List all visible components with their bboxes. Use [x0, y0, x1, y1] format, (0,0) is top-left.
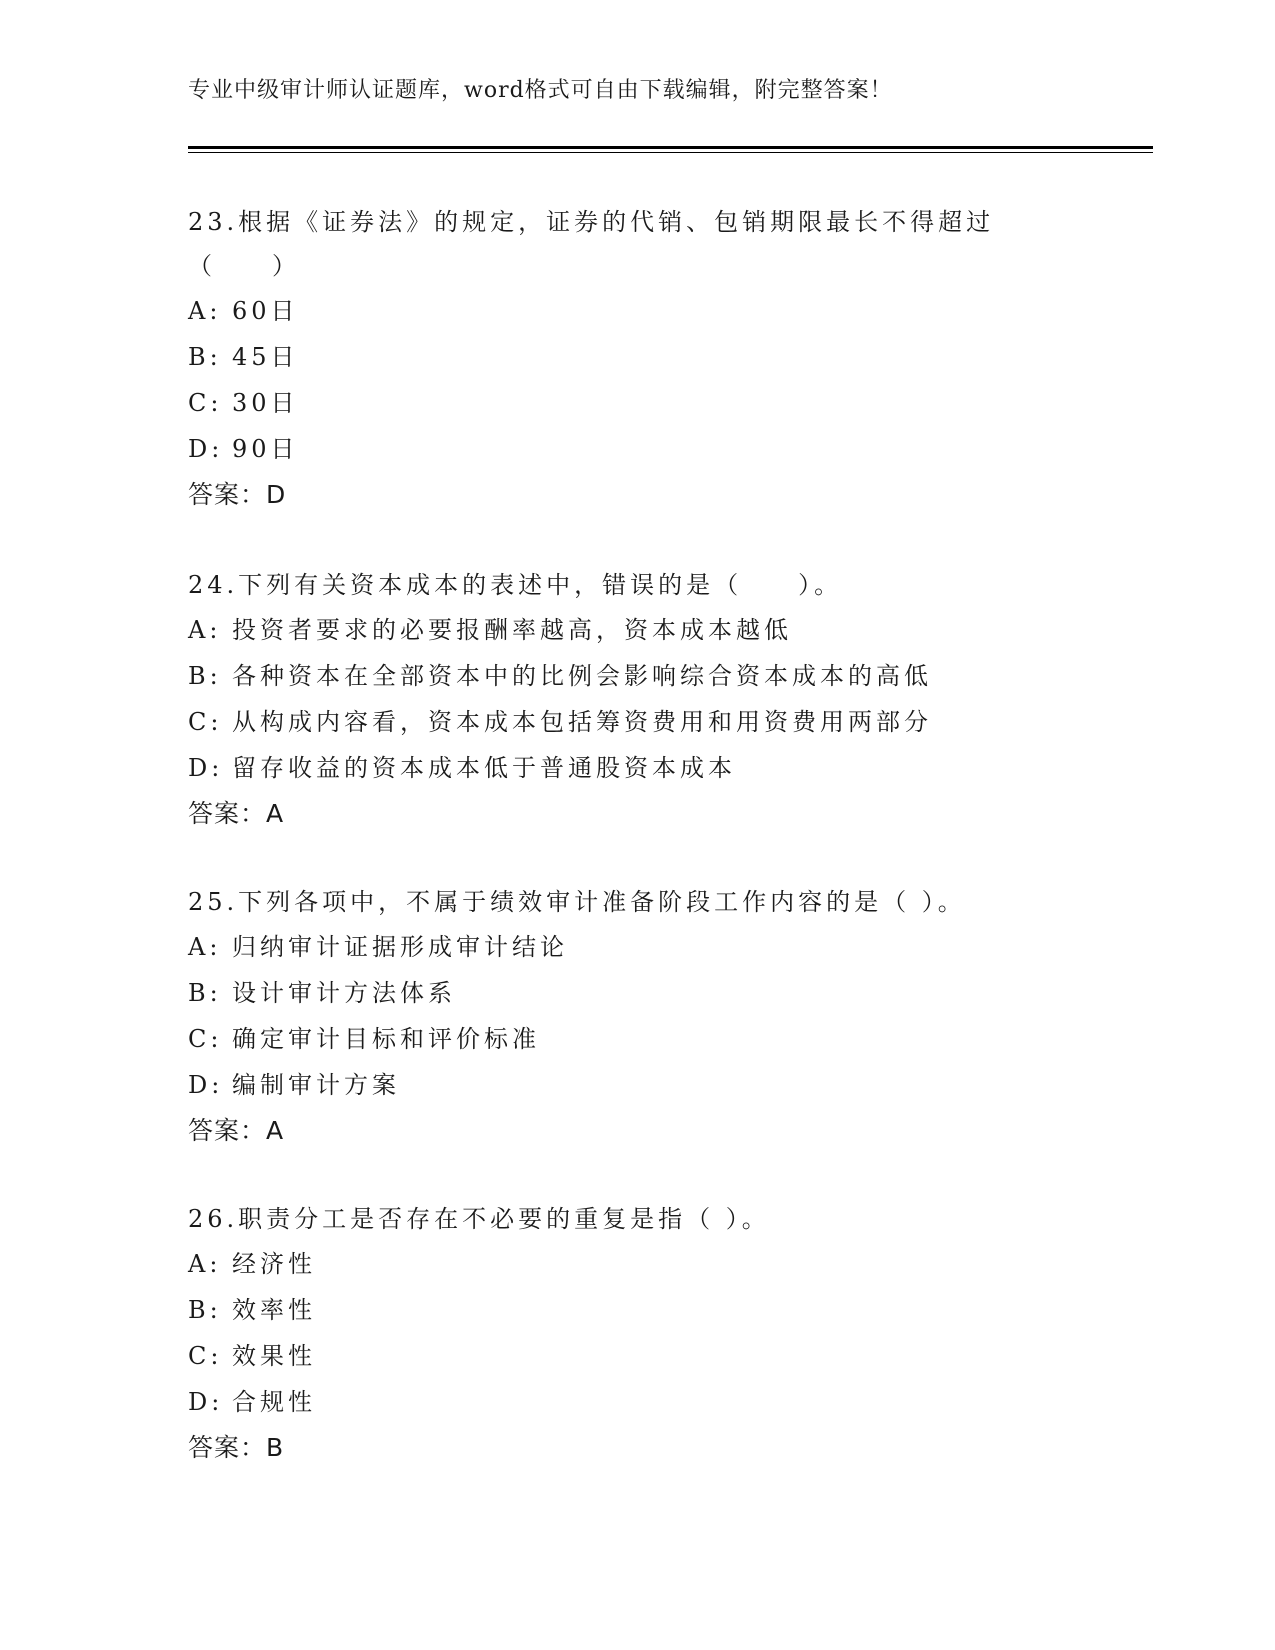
- answer-line: 答案：D: [188, 480, 287, 509]
- option-text: 编制审计方案: [232, 1071, 400, 1099]
- question-stem: 23.根据《证券法》的规定，证券的代销、包销期限最长不得超过（ ）: [188, 208, 995, 280]
- option-label: A:: [188, 616, 222, 644]
- option-text: 45日: [232, 343, 299, 371]
- option-c: [188, 380, 1058, 426]
- option-text: 设计审计方法体系: [232, 979, 456, 1007]
- option-label: B:: [188, 343, 222, 371]
- option-c: [188, 1016, 1058, 1062]
- option-a: [188, 924, 1058, 970]
- option-text: 60日: [232, 297, 299, 325]
- question-24: [188, 563, 1058, 837]
- option-label: D:: [188, 754, 224, 782]
- question-stem: 24.下列有关资本成本的表述中，错误的是（ ）。: [188, 571, 843, 599]
- header-divider-thick: [188, 146, 1153, 149]
- question-26: [188, 1197, 1058, 1471]
- option-d: [188, 745, 1058, 791]
- option-label: B:: [188, 979, 222, 1007]
- option-text: 各种资本在全部资本中的比例会影响综合资本成本的高低: [232, 662, 932, 690]
- option-label: B:: [188, 1296, 222, 1324]
- option-text: 投资者要求的必要报酬率越高，资本成本越低: [232, 616, 792, 644]
- option-text: 30日: [232, 389, 299, 417]
- option-text: 效率性: [232, 1296, 316, 1324]
- option-label: B:: [188, 662, 222, 690]
- option-text: 留存收益的资本成本低于普通股资本成本: [232, 754, 736, 782]
- question-25: [188, 880, 1058, 1154]
- option-label: D:: [188, 1388, 224, 1416]
- question-stem: 25.下列各项中，不属于绩效审计准备阶段工作内容的是（ ）。: [188, 888, 966, 916]
- option-d: [188, 426, 1058, 472]
- option-text: 合规性: [232, 1388, 316, 1416]
- option-label: C:: [188, 1025, 223, 1053]
- answer-line: 答案：B: [188, 1433, 285, 1462]
- option-label: D:: [188, 435, 224, 463]
- option-label: A:: [188, 933, 222, 961]
- option-a: [188, 288, 1058, 334]
- option-b: [188, 653, 1058, 699]
- option-text: 经济性: [232, 1250, 316, 1278]
- question-stem: 26.职责分工是否存在不必要的重复是指（ ）。: [188, 1205, 770, 1233]
- option-label: C:: [188, 708, 223, 736]
- option-text: 归纳审计证据形成审计结论: [232, 933, 568, 961]
- option-b: [188, 970, 1058, 1016]
- option-c: [188, 699, 1058, 745]
- option-label: D:: [188, 1071, 224, 1099]
- option-label: C:: [188, 1342, 223, 1370]
- option-c: [188, 1333, 1058, 1379]
- option-label: A:: [188, 297, 222, 325]
- option-text: 90日: [232, 435, 299, 463]
- option-b: [188, 1287, 1058, 1333]
- option-text: 从构成内容看，资本成本包括筹资费用和用资费用两部分: [232, 708, 932, 736]
- answer-line: 答案：A: [188, 799, 285, 828]
- answer-line: 答案：A: [188, 1116, 285, 1145]
- option-d: [188, 1062, 1058, 1108]
- option-d: [188, 1379, 1058, 1425]
- page-header: 专业中级审计师认证题库，word格式可自由下载编辑，附完整答案！: [188, 78, 893, 103]
- question-23: [188, 200, 1058, 518]
- option-text: 效果性: [232, 1342, 316, 1370]
- option-label: C:: [188, 389, 223, 417]
- header-divider-thin: [188, 152, 1153, 153]
- option-text: 确定审计目标和评价标准: [232, 1025, 540, 1053]
- option-label: A:: [188, 1250, 222, 1278]
- option-a: [188, 607, 1058, 653]
- option-a: [188, 1241, 1058, 1287]
- option-b: [188, 334, 1058, 380]
